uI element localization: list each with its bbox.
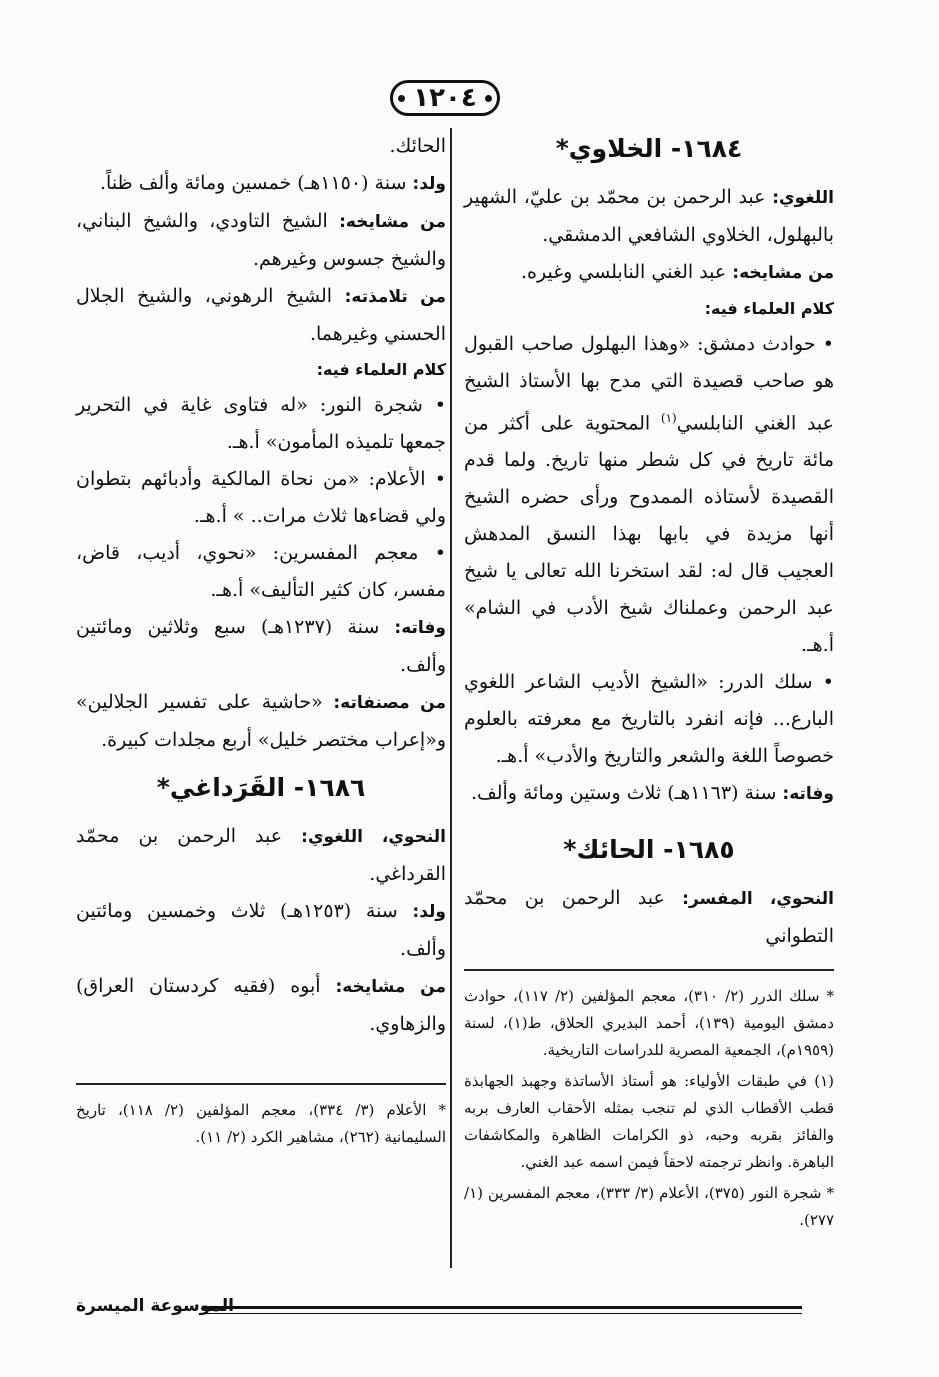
- footer-rule-thin: [202, 1313, 802, 1314]
- entry-1685-identity: النحوي، المفسر: عبد الرحمن بن محمّد التطواني: [464, 887, 834, 948]
- entry-1686-sheikhs: من مشايخه: أبوه (فقيه كردستان العراق) والزهاوي.: [76, 975, 446, 1035]
- footnote-separator: [464, 969, 834, 971]
- entry-1684-quote-1: • حوادث دمشق: «وهذا البهلول صاحب القبول هو صاحب قصيدة التي مدح بها الأستاذ الشيخ عبد الغني النابلسي$^{(١)}$ المحتوية على أكثر من مائة تاريخ في كل شطر منها تاريخ. ولما قدم القصيدة لأستاذه الممدوح ورأى حضره الشيخ أنها مزيدة في بابها بهذا النسق المدهش العجيب قال له: لقد استخرنا الله تعالى يا شيخ عبد الرحمن وعملناك شيخ الأدب في الشام» أ.هـ.: [464, 333, 834, 657]
- entry-1686-identity: النحوي، اللغوي: عبد الرحمن بن محمّد القرداغي.: [76, 825, 446, 885]
- footer-title: الموسوعة الميسرة: [76, 1296, 234, 1316]
- entry-1684-death: وفاته: سنة (١١٦٣هـ) ثلاث وستين ومائة وألف.: [470, 782, 834, 805]
- entry-heading-1685: ١٦٨٥- الحائك*: [563, 835, 735, 865]
- entry-1685-quote-1: • شجرة النور: «له فتاوى غاية في التحرير جمعها تلميذه المأمون» أ.هـ.: [76, 394, 446, 453]
- column-divider: [450, 128, 452, 1268]
- footnote-ref: (١): [660, 411, 677, 425]
- entry-1685-sheikhs: من مشايخه: الشيخ التاودي، والشيخ البناني، والشيخ جسوس وغيرهم.: [76, 210, 446, 270]
- footnote-separator: [76, 1083, 446, 1085]
- ornament-dot: [485, 95, 492, 102]
- entry-1685-continuation: الحائك.: [389, 135, 446, 157]
- entry-1684-identity: اللغوي: عبد الرحمن بن محمّد بن عليّ، الشهير بالبهلول، الخلاوي الشافعي الدمشقي.: [464, 186, 834, 246]
- footnote-1684: * سلك الدرر (٢/ ٣١٠)، معجم المؤلفين (٢/ ١١٧)، حوادث دمشق اليومية (١٣٩)، أحمد البديري الحلاق، ط(١)، لسنة (١٩٥٩م)، الجمعية المصرية للدراسات التاريخية.: [464, 987, 834, 1060]
- ornament-dot: [398, 95, 405, 102]
- page-number: ١٢٠٤: [413, 83, 477, 113]
- footer-rule: [202, 1306, 802, 1309]
- entry-1684-sheikhs: من مشايخه: عبد الغني النابلسي وغيره.: [521, 261, 834, 283]
- entry-1685-quote-3: • معجم المفسرين: «نحوي، أديب، قاض، مفسر، كان كثير التأليف» أ.هـ.: [76, 542, 446, 601]
- entry-heading-1686: ١٦٨٦- القَرَداغي*: [156, 773, 366, 802]
- entry-1684-quote-2: • سلك الدرر: «الشيخ الأديب الشاعر اللغوي البارع... فإنه انفرد بالتاريخ مع معرفته بالعلوم خصوصاً اللغة والشعر والتاريخ والأدب» أ.هـ.: [464, 671, 834, 768]
- entry-1685-born: ولد: سنة (١١٥٠هـ) خمسين ومائة وألف ظناً.: [100, 172, 446, 194]
- entry-1685-scholars-label: كلام العلماء فيه:: [316, 360, 446, 379]
- page-number-badge: [390, 76, 500, 120]
- entry-1685-works: من مصنفاته: «حاشية على تفسير الجلالين» و«إعراب مختصر خليل» أربع مجلدات كبيرة.: [76, 691, 447, 751]
- left-column: [76, 128, 446, 1155]
- footnote-1686: * الأعلام (٣/ ٣٣٤)، معجم المؤلفين (٢/ ١١٨)، تاريخ السليمانية (٢٦٢)، مشاهير الكرد (٢/ ١١).: [76, 1101, 447, 1146]
- entry-heading-1684: ١٦٨٤- الخلاوي*: [555, 134, 743, 163]
- entry-1685-quote-2: • الأعلام: «من نحاة المالكية وأدبائهم بتطوان ولي قضاءها ثلاث مرات.. » أ.هـ.: [76, 468, 446, 527]
- entry-1684-scholars-label: كلام العلماء فيه:: [704, 299, 834, 318]
- entry-1685-students: من تلامذته: الشيخ الرهوني، والشيخ الجلال الحسني وغيرهما.: [76, 285, 447, 345]
- footnote-1: (١) في طبقات الأولياء: هو أستاذ الأساتذة وجهبذ الجهابذة قطب الأقطاب الذي لم تنجب بمثله الأحقاب العارف بربه والفائز بقربه وحبه، ذو الكرامات الظاهرة والمكاشفات الباهرة. وانظر ترجمته لاحقاً فيمن اسمه عبد الغني.: [464, 1072, 834, 1172]
- footnote-1685: * شجرة النور (٣٧٥)، الأعلام (٣/ ٣٣٣)، معجم المفسرين (١/ ٢٧٧).: [464, 1184, 834, 1230]
- entry-1686-born: ولد: سنة (١٢٥٣هـ) ثلاث وخمسين ومائتين وألف.: [76, 900, 446, 960]
- right-column: [464, 128, 834, 1238]
- entry-1685-death: وفاته: سنة (١٢٣٧هـ) سبع وثلاثين ومائتين وألف.: [76, 616, 446, 676]
